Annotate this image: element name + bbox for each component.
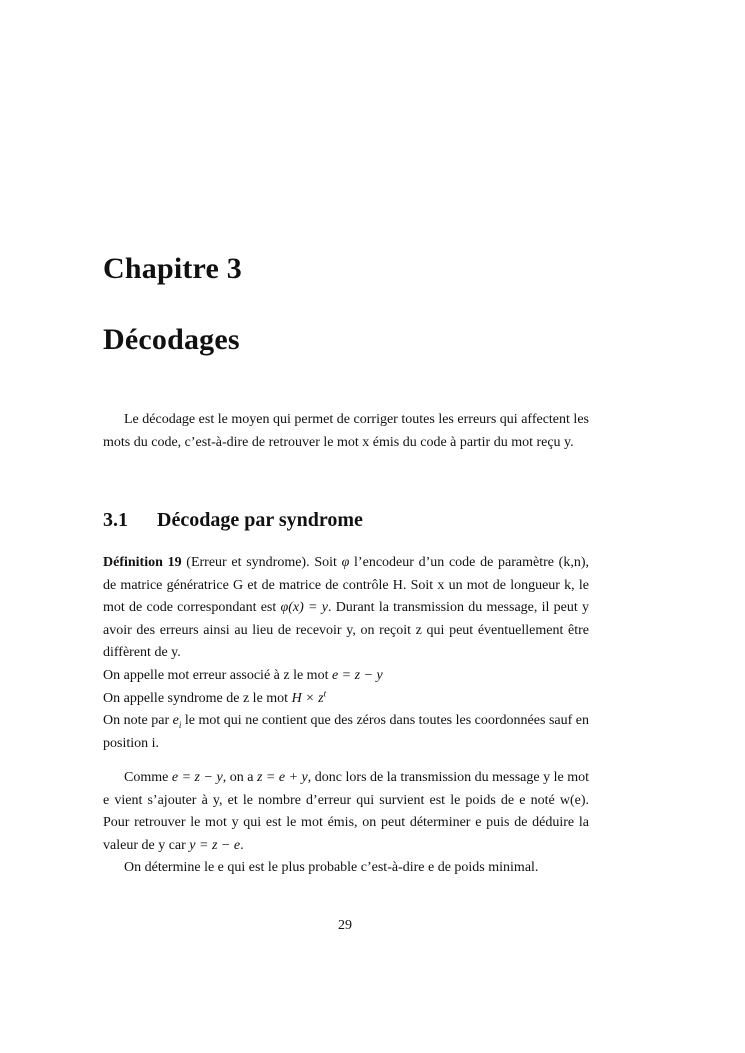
ei-symbol: e (172, 713, 179, 729)
body-p1-d: . (240, 837, 244, 853)
body-p1-a: Comme (124, 770, 169, 785)
body-paragraph-1 (103, 767, 589, 857)
error-line-text: On appelle mot erreur associé à z le mot (103, 667, 329, 683)
definition-text-2: l’encodeur d’un code de paramètre (k,n), de matrice génératrice G et de matrice de contrôle H. Soit x un mot de longueur k, le mot de code correspondant est (103, 555, 589, 616)
definition-text-1: Soit (314, 555, 337, 570)
definition-paragraph (103, 552, 589, 665)
section-heading (103, 509, 363, 532)
body-formula-3: y = z − e (189, 837, 241, 853)
error-word-line (103, 665, 589, 688)
intro-text: Le décodage est le moyen qui permet de corriger toutes les erreurs qui affectent les mots du code, c’est-à-dire de retrouver le mot x émis du code à partir du mot reçu y. (103, 412, 589, 450)
codeword-formula: φ(x) = y (280, 600, 328, 616)
body-formula-2: z = e + y (256, 770, 308, 785)
body-formula-1: e = z − y (171, 770, 223, 785)
chapter-title: Décodages (103, 323, 240, 356)
chapter-label: Chapitre 3 (103, 252, 242, 285)
definition-label: Définition 19 (103, 555, 182, 570)
syndrome-line-text: On appelle syndrome de z le mot (103, 690, 289, 706)
ei-line-text-2: le mot qui ne contient que des zéros dans toutes les coordonnées sauf en position i. (103, 713, 590, 751)
body-p1-c: , donc lors de la transmission du message y le mot e vient s’ajouter à y, et le nombre d’erreur qui survient est le poids de e noté w(e). Pour retrouver le mot y qui est le mot émis, on peut déterminer e puis de déduire la valeur de y car (103, 770, 590, 853)
section-number: 3.1 (103, 509, 128, 531)
definition-name: (Erreur et syndrome). (186, 555, 310, 570)
intro-paragraph (103, 409, 589, 454)
error-formula: e = z − y (331, 667, 383, 683)
phi-symbol: φ (341, 555, 350, 570)
syndrome-formula: H × z (291, 690, 324, 706)
ei-subscript: i (178, 719, 182, 730)
definition-block (103, 552, 589, 755)
page-number: 29 (338, 918, 352, 933)
body-paragraph-2: On détermine le e qui est le plus probable c’est-à-dire e de poids minimal. (124, 860, 539, 876)
ei-definition-line (103, 710, 589, 755)
body-paragraphs (103, 767, 589, 880)
syndrome-line (103, 688, 589, 711)
section-title: Décodage par syndrome (157, 509, 363, 531)
syndrome-superscript: t (323, 687, 327, 698)
definition-text-3: . Durant la transmission du message, il peut y avoir des erreurs ainsi au lieu de recevoir y, on reçoit z qui peut éventuellement être diffèrent de y. (103, 600, 589, 661)
body-p1-b: , on a (222, 770, 254, 785)
ei-line-text-1: On note par (103, 713, 170, 729)
